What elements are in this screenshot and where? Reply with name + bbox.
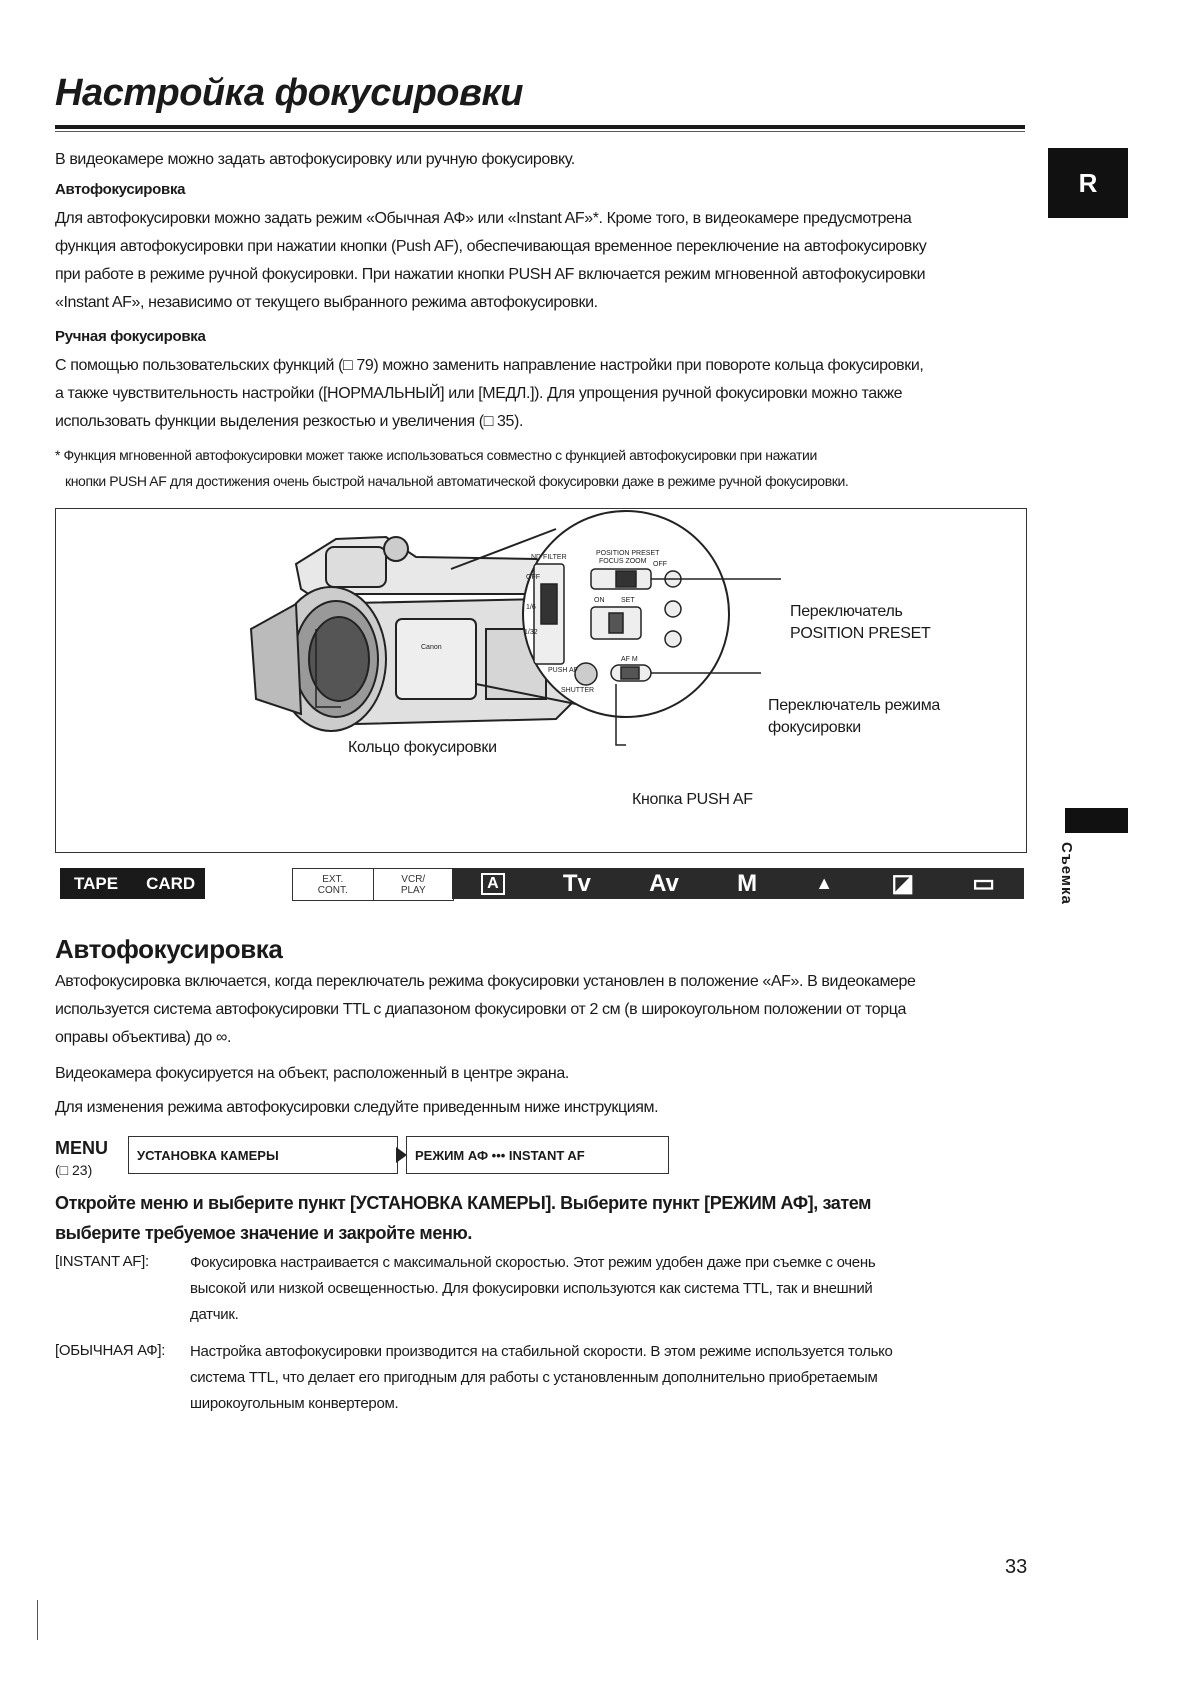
tape-card-indicator (60, 868, 205, 899)
definition-desc-normal-af (190, 1339, 893, 1417)
tiny-label: Canon (421, 644, 442, 651)
tiny-label: FOCUS ZOOM (599, 558, 647, 565)
definition-desc-instant-af (190, 1250, 875, 1328)
mode-cine-icon: ▲ (815, 873, 834, 893)
ext-line: EXT. (322, 873, 344, 885)
text-line: Настройка автофокусировки производится на стабильной скорости. В этом режиме используется только (190, 1343, 893, 1360)
tiny-label: SHUTTER (561, 687, 595, 694)
text-line: С помощью пользовательских функций (□ 79) можно заменить направление настройки при повороте кольца фокусировки, (55, 357, 924, 374)
text-line: Откройте меню и выберите пункт [УСТАНОВКА КАМЕРЫ]. Выберите пункт [РЕЖИМ АФ], затем (55, 1193, 872, 1213)
text-line: высокой или низкой освещенностью. Для фокусировки используются как система TTL, так и внешний (190, 1280, 873, 1297)
tiny-label: ND FILTER (531, 554, 567, 561)
focus-mode-switch-label (768, 695, 940, 739)
label-line: Переключатель режима (768, 697, 941, 714)
vcr-play-cell (373, 869, 454, 900)
text-line: функция автофокусировки при нажатии кнопки (Push AF), обеспечивающая временное переключение на автофокусировку (55, 238, 927, 255)
ext-line: CONT. (317, 884, 348, 896)
tiny-label: SET (621, 597, 635, 604)
ext-vcr-indicator (292, 868, 454, 901)
label-line: фокусировки (768, 719, 861, 736)
tape-label: TAPE (74, 873, 119, 893)
text-line: при работе в режиме ручной фокусировки. При нажатии кнопки PUSH AF включается режим мгновенной автофокусировки (55, 266, 926, 283)
text-line: используется система автофокусировки TTL с диапазоном фокусировки от 2 см (в широкоугольном положении от торца (55, 1001, 907, 1018)
menu-page-ref: (□ 23) (55, 1162, 93, 1178)
definition-term-normal-af: [ОБЫЧНАЯ АФ]: (55, 1342, 166, 1359)
mode-scene-icon: ◪ (891, 870, 914, 897)
footnote-line: * Функция мгновенной автофокусировки может также использоваться совместно с функцией автофокусировки при нажатии (55, 447, 817, 463)
vcr-line: VCR/ (401, 873, 426, 885)
text-line: «Instant AF», независимо от текущего выбранного режима автофокусировки. (55, 294, 598, 311)
instruction-text (55, 1188, 871, 1248)
menu-box-af-mode: РЕЖИМ АФ ••• INSTANT AF (406, 1136, 669, 1174)
tiny-label: 1/6 (526, 604, 536, 611)
label-line: Переключатель (790, 603, 903, 620)
footnote-line: кнопки PUSH AF для достижения очень быстрой начальной автоматической фокусировки даже в режиме ручной фокусировки. (65, 473, 849, 489)
text-line: использовать функции выделения резкостью и увеличения (□ 35). (55, 413, 524, 430)
mode-m: M (737, 869, 758, 897)
camera-illustration (56, 509, 1024, 850)
tiny-label: POSITION PRESET (596, 550, 660, 557)
label-line: POSITION PRESET (790, 625, 931, 642)
tiny-label: OFF (653, 561, 667, 568)
push-af-label: Кнопка PUSH AF (632, 791, 753, 808)
title-rule-thin (55, 131, 1025, 132)
tiny-label: PUSH AF (548, 667, 578, 674)
af-paragraph-2: Видеокамера фокусируется на объект, расположенный в центре экрана. (55, 1065, 569, 1082)
manual-subheading: Ручная фокусировка (55, 328, 206, 345)
shooting-modes-bar (452, 868, 1024, 899)
card-label: CARD (146, 873, 196, 893)
manual-paragraph (55, 352, 923, 436)
chapter-tab: R (1048, 148, 1128, 218)
text-line: оправы объектива) до ∞. (55, 1029, 232, 1046)
margin-mark (37, 1600, 38, 1640)
af-section-heading: Автофокусировка (55, 934, 283, 964)
af-paragraph-3: Для изменения режима автофокусировки следуйте приведенным ниже инструкциям. (55, 1099, 659, 1116)
page-number: 33 (1005, 1556, 1028, 1578)
af-paragraph-1 (55, 968, 916, 1052)
tiny-label: AF M (621, 656, 638, 663)
mode-special-icon: ▭ (972, 870, 995, 897)
vcr-line: PLAY (400, 884, 426, 896)
text-line: Фокусировка настраивается с максимальной скоростью. Этот режим удобен даже при съемке с очень (190, 1254, 876, 1271)
section-tab-bar (1065, 808, 1128, 833)
mode-auto-icon: A (481, 873, 505, 895)
intro-text: В видеокамере можно задать автофокусировку или ручную фокусировку. (55, 151, 575, 168)
page-title: Настройка фокусировки (55, 72, 523, 114)
position-preset-label (790, 601, 930, 645)
menu-box-camera-setup: УСТАНОВКА КАМЕРЫ (128, 1136, 398, 1174)
definition-term-instant-af: [INSTANT AF]: (55, 1253, 149, 1270)
section-side-label: Съемка (1058, 842, 1075, 905)
title-rule (55, 125, 1025, 129)
text-line: выберите требуемое значение и закройте меню. (55, 1223, 472, 1243)
ext-cont-cell (293, 869, 373, 900)
tiny-label: 1/32 (524, 629, 538, 636)
tiny-label: OFF (526, 574, 540, 581)
focus-ring-label: Кольцо фокусировки (348, 739, 497, 756)
text-line: широкоугольным конвертером. (190, 1395, 399, 1412)
autofocus-subheading: Автофокусировка (55, 181, 186, 198)
menu-word: MENU (55, 1138, 108, 1158)
text-line: система TTL, что делает его пригодным для работы с установленным дополнительно приобретаемым (190, 1369, 878, 1386)
mode-tv: Tv (562, 869, 591, 897)
mode-av: Av (649, 869, 679, 897)
text-line: Автофокусировка включается, когда переключатель режима фокусировки установлен в положение «AF». В видеокамере (55, 973, 916, 990)
text-line: а также чувствительность настройки ([НОРМАЛЬНЫЙ] или [МЕДЛ.]). Для упрощения ручной фокусировки можно также (55, 385, 903, 402)
footnote (55, 442, 848, 494)
text-line: датчик. (190, 1306, 239, 1323)
autofocus-paragraph (55, 205, 926, 317)
tiny-label: ON (594, 597, 605, 604)
text-line: Для автофокусировки можно задать режим «Обычная АФ» или «Instant AF»*. Кроме того, в видеокамере предусмотрена (55, 210, 912, 227)
